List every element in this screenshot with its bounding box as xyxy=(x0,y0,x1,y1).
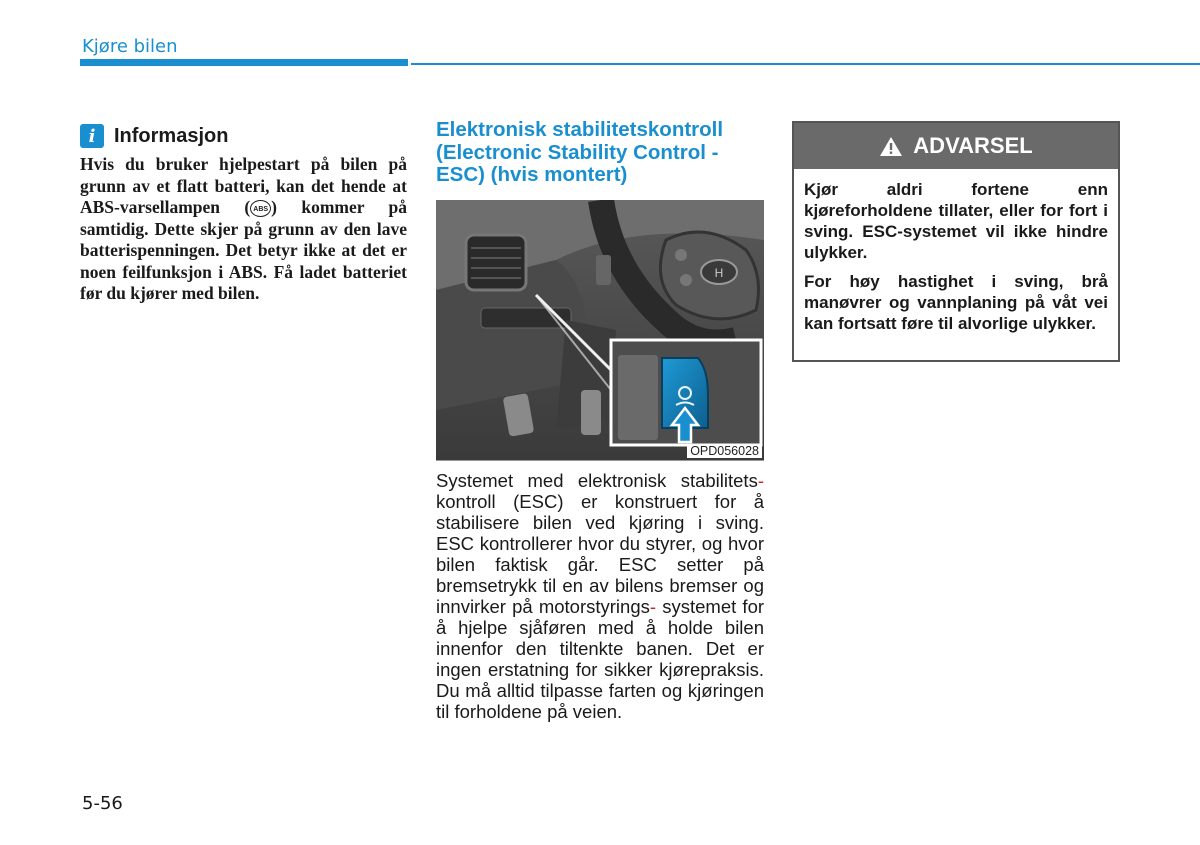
esc-description xyxy=(436,470,764,722)
page-number: 5-56 xyxy=(82,793,123,814)
warning-paragraph-1: Kjør aldri fortene enn kjøreforholdene tillater, eller for fort i sving. ESC-systemet vil ikke hindre ulykker. xyxy=(804,180,1108,262)
warning-triangle-icon xyxy=(879,136,903,157)
info-header xyxy=(80,122,407,150)
header-rule-thin xyxy=(411,63,1200,65)
section-title: Elektronisk stabilitetskontroll (Electronic Stability Control - ESC) (hvis montert) xyxy=(436,118,724,186)
warning-title: ADVARSEL xyxy=(913,133,1033,158)
hyphen-mark: - xyxy=(649,596,657,617)
info-icon: i xyxy=(80,124,104,148)
svg-text:H: H xyxy=(714,266,724,280)
info-text-part1: Hvis du bruker hjelpestart på bilen på grunn av et flatt batteri, kan det hende at ABS-varsellampen ( xyxy=(80,154,407,217)
body-part1: Systemet med elektronisk stabilitets xyxy=(436,470,758,491)
header-rule-thick xyxy=(80,59,408,66)
esc-button-figure xyxy=(436,200,764,461)
hyphen-mark: - xyxy=(757,470,764,491)
info-title: Informasjon xyxy=(114,124,229,147)
warning-body xyxy=(794,169,1118,334)
abs-warning-icon: ABS xyxy=(250,200,271,217)
body-part3: systemet for å hjelpe sjåføren med å holde bilen innenfor den tiltenkte banen. Det er ingen erstatning for sikker kjørepraksis. Du må alltid tilpasse farten og kjøringen til forholdene på veien. xyxy=(436,596,765,722)
info-text xyxy=(80,154,407,305)
figure-code: OPD056028 xyxy=(687,444,762,458)
warning-header xyxy=(794,123,1118,169)
chapter-title: Kjøre bilen xyxy=(82,36,178,57)
info-box xyxy=(80,122,407,305)
info-text-part2: ) kommer på samtidig. Dette skjer på grunn av den lave batterispenningen. Det betyr ikke at det er noen feilfunksjon i ABS. Få ladet batteriet før du kjører med bilen. xyxy=(80,197,408,303)
warning-box xyxy=(792,121,1120,362)
warning-paragraph-2: For høy hastighet i sving, brå manøvrer og vannplaning på våt vei kan fortsatt føre til alvorlige ulykker. xyxy=(804,272,1108,333)
dashboard-illustration xyxy=(436,200,764,460)
body-part2: kontroll (ESC) er konstruert for å stabilisere bilen ved kjøring i sving. ESC kontrollerer hvor du styrer, og hvor bilen faktisk går. ESC setter på bremsetrykk til en av bilens bremser og innvirker på motorstyrings xyxy=(436,491,764,617)
